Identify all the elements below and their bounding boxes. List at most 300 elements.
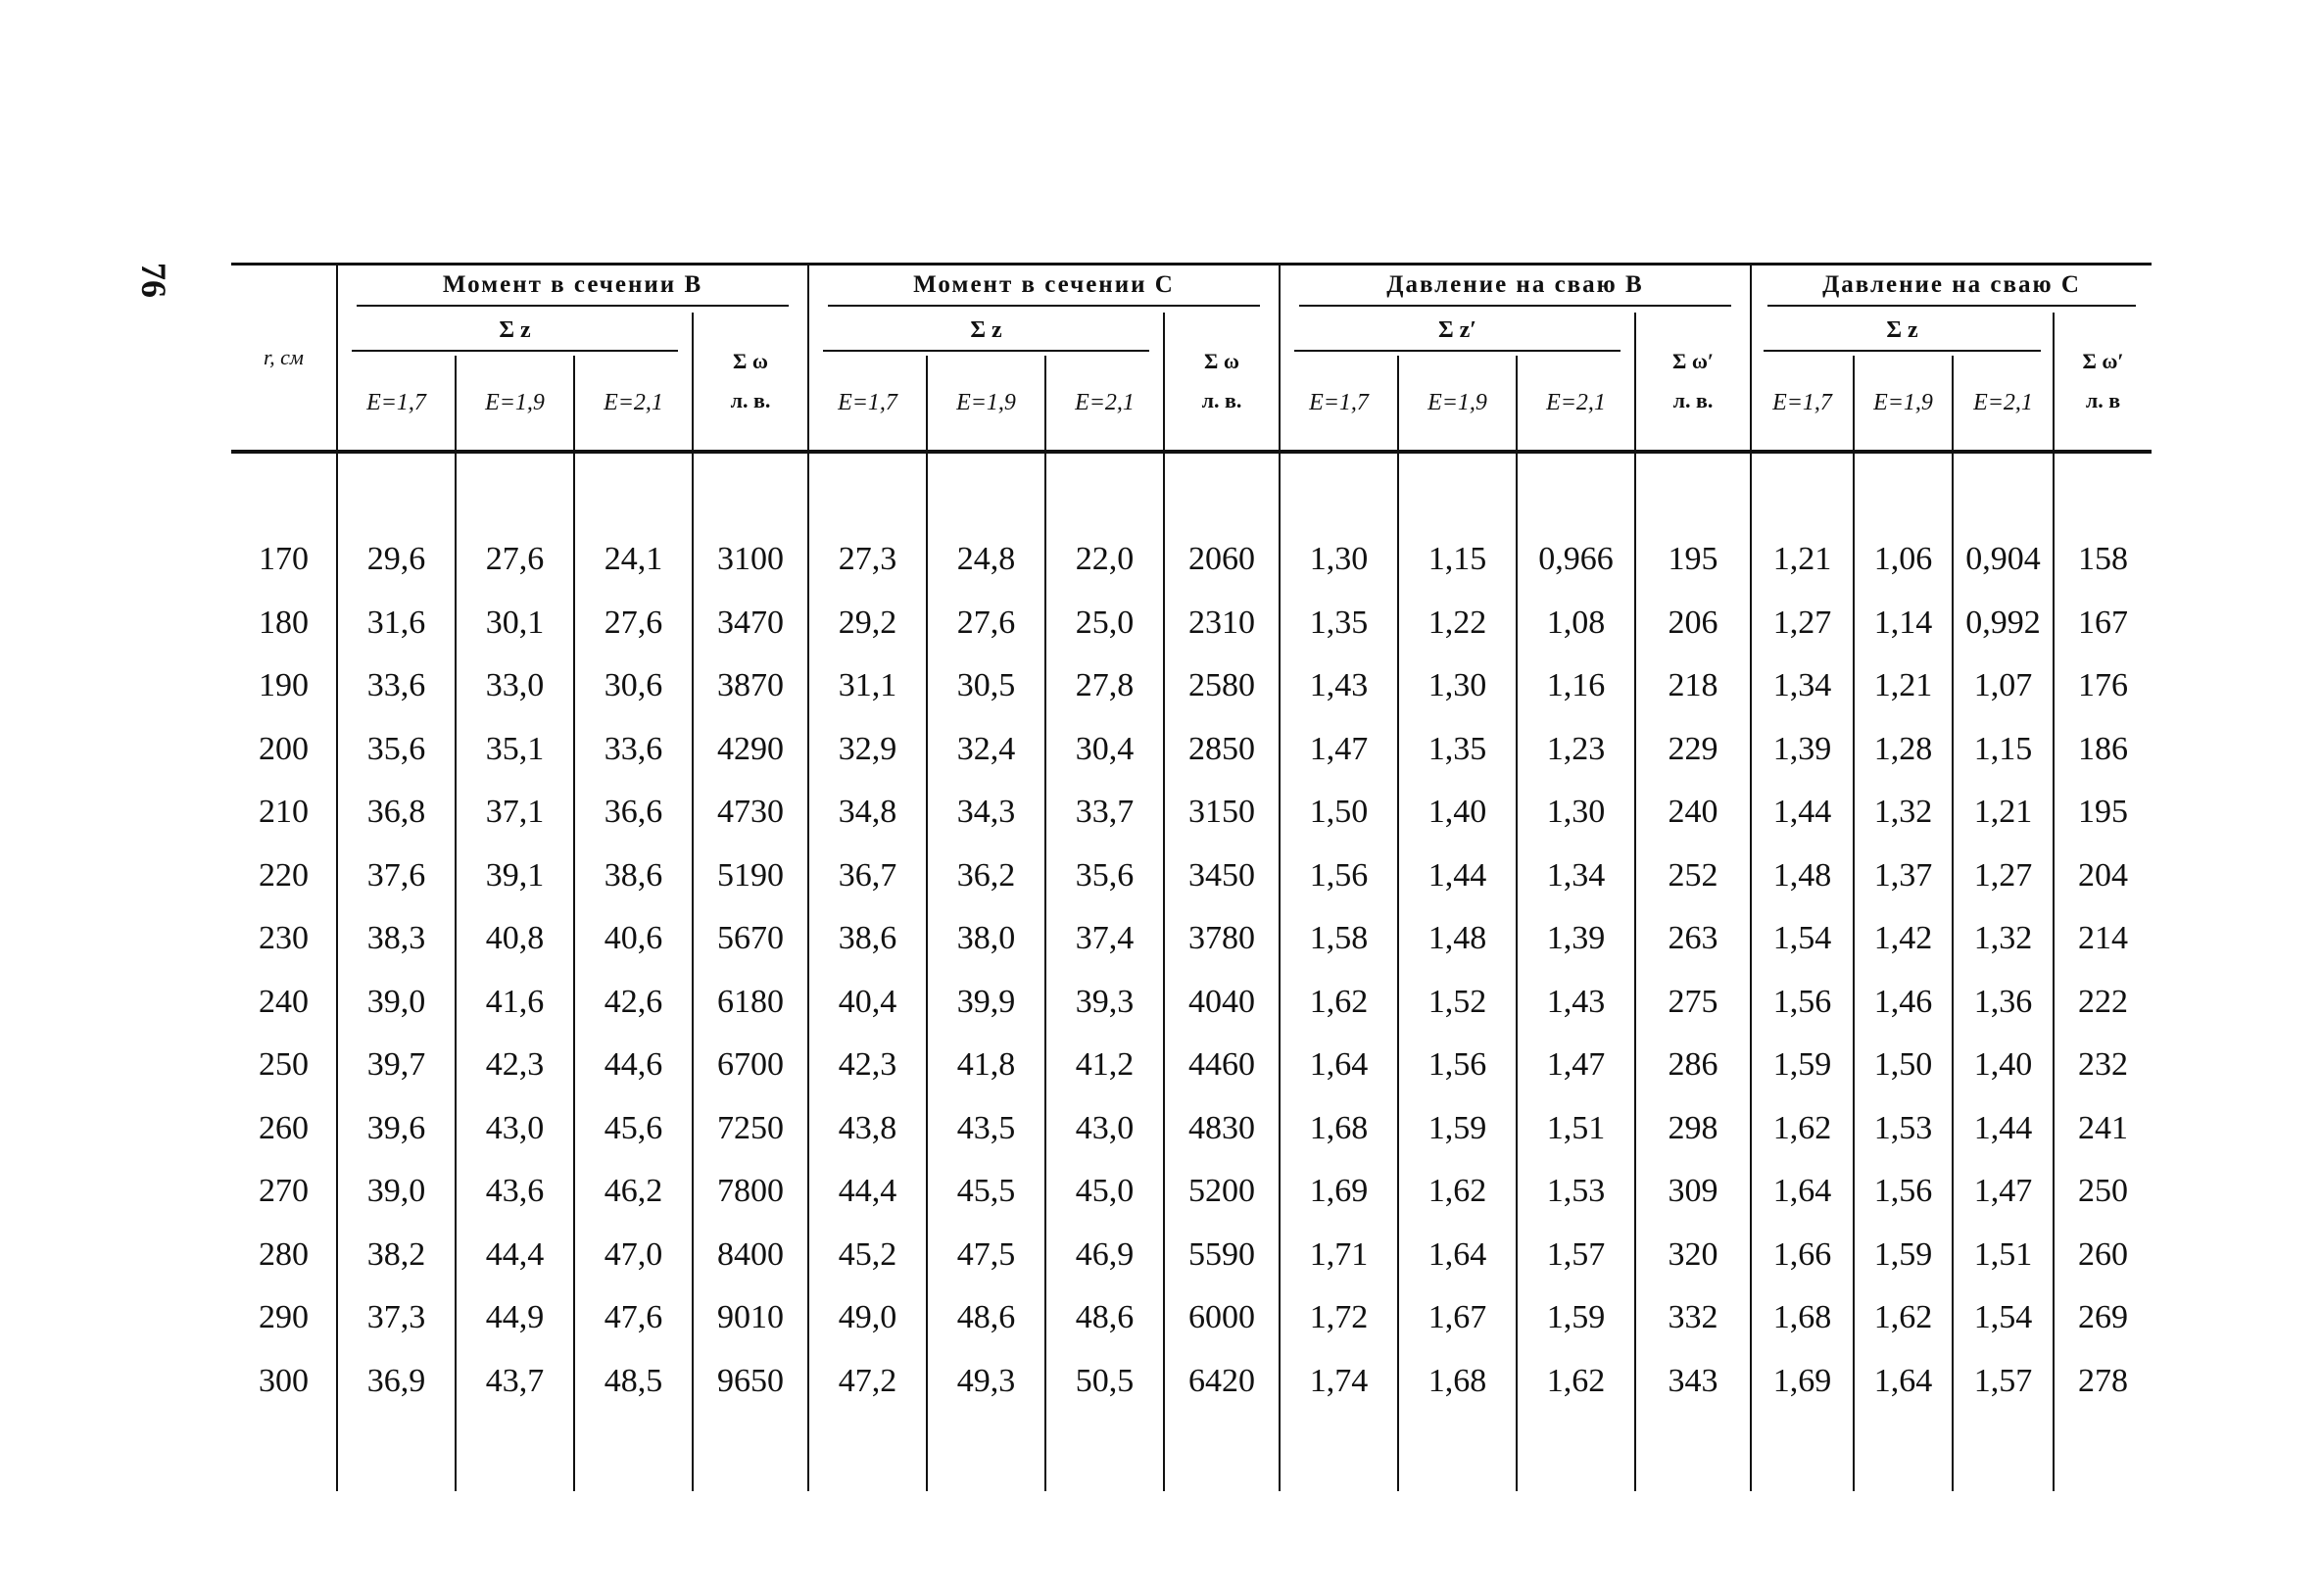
table-cell: 1,56	[1854, 1160, 1953, 1224]
table-cell: 195	[1635, 528, 1751, 592]
table-cell: 40,4	[808, 971, 927, 1035]
table-cell: 6700	[693, 1034, 808, 1097]
table-header	[231, 265, 2152, 453]
header-sub-label: Σ z	[352, 317, 677, 352]
table-cell: 3150	[1164, 781, 1280, 845]
table-cell: 1,71	[1280, 1224, 1398, 1287]
table-cell: 44,4	[456, 1224, 574, 1287]
table-cell: 1,69	[1751, 1350, 1854, 1414]
table-cell: 263	[1635, 907, 1751, 971]
table-cell: 43,6	[456, 1160, 574, 1224]
table-cell: 33,0	[456, 654, 574, 718]
table-body	[231, 452, 2152, 1491]
table-cell: 1,56	[1398, 1034, 1517, 1097]
table-cell: 27,6	[456, 528, 574, 592]
table-cell: 1,53	[1517, 1160, 1635, 1224]
header-e-label: E=1,7	[337, 356, 456, 452]
table-cell: 42,3	[808, 1034, 927, 1097]
table-cell: 1,35	[1280, 592, 1398, 655]
table-cell: 44,4	[808, 1160, 927, 1224]
table-cell: 1,62	[1517, 1350, 1635, 1414]
table-cell: 4040	[1164, 971, 1280, 1035]
table-cell: 37,6	[337, 845, 456, 908]
table-cell: 38,2	[337, 1224, 456, 1287]
empty-cell	[693, 452, 808, 528]
table-cell: 27,8	[1045, 654, 1164, 718]
table-cell: 42,6	[574, 971, 693, 1035]
empty-cell	[1164, 452, 1280, 528]
table-cell: 320	[1635, 1224, 1751, 1287]
table-cell: 35,6	[1045, 845, 1164, 908]
table-cell: 48,5	[574, 1350, 693, 1414]
table-cell: 38,6	[574, 845, 693, 908]
empty-cell	[808, 1413, 927, 1491]
table-cell: 1,32	[1953, 907, 2054, 971]
table-cell: 1,68	[1751, 1286, 1854, 1350]
table-cell: 1,56	[1751, 971, 1854, 1035]
empty-cell	[808, 452, 927, 528]
table-cell: 36,2	[927, 845, 1045, 908]
row-label-cell: 170	[259, 541, 309, 578]
table-cell: 9650	[693, 1350, 808, 1414]
table-cell: 45,0	[1045, 1160, 1164, 1224]
empty-cell	[231, 1413, 337, 1491]
row-label-cell: 220	[259, 856, 309, 894]
empty-cell	[1854, 1413, 1953, 1491]
empty-cell	[693, 1413, 808, 1491]
table-cell: 1,23	[1517, 718, 1635, 782]
table-cell: 45,5	[927, 1160, 1045, 1224]
table-cell: 39,6	[337, 1097, 456, 1161]
table-row	[231, 1224, 2152, 1287]
table-cell: 1,51	[1953, 1224, 2054, 1287]
table-row	[231, 654, 2152, 718]
empty-cell	[1751, 452, 1854, 528]
table-cell: 5190	[693, 845, 808, 908]
header-e-label: E=1,9	[456, 356, 574, 452]
table-cell: 2580	[1164, 654, 1280, 718]
table-cell: 0,904	[1953, 528, 2054, 592]
empty-cell	[1517, 1413, 1635, 1491]
empty-cell	[574, 452, 693, 528]
table-cell: 241	[2054, 1097, 2152, 1161]
table-cell: 1,46	[1854, 971, 1953, 1035]
table-cell: 1,59	[1751, 1034, 1854, 1097]
table-cell: 1,53	[1854, 1097, 1953, 1161]
table-cell: 43,5	[927, 1097, 1045, 1161]
table-cell: 1,64	[1280, 1034, 1398, 1097]
table-cell: 2060	[1164, 528, 1280, 592]
table-cell: 278	[2054, 1350, 2152, 1414]
table-cell: 6000	[1164, 1286, 1280, 1350]
table-cell: 36,8	[337, 781, 456, 845]
table-cell: 1,62	[1398, 1160, 1517, 1224]
tail-row	[231, 1413, 2152, 1491]
table-cell: 167	[2054, 592, 2152, 655]
table-cell: 2310	[1164, 592, 1280, 655]
table-cell: 34,3	[927, 781, 1045, 845]
table-cell: 275	[1635, 971, 1751, 1035]
empty-cell	[1854, 452, 1953, 528]
table-cell: 4290	[693, 718, 808, 782]
table-cell: 186	[2054, 718, 2152, 782]
header-sum-unit: л. в	[2085, 388, 2121, 412]
table-cell: 1,44	[1398, 845, 1517, 908]
table-cell: 38,6	[808, 907, 927, 971]
table-cell: 48,6	[927, 1286, 1045, 1350]
header-e-label: E=1,9	[1854, 356, 1953, 452]
header-sum-symbol: Σ ω	[733, 349, 768, 373]
row-label-cell: 290	[259, 1299, 309, 1336]
table-cell: 1,62	[1854, 1286, 1953, 1350]
table-cell: 46,9	[1045, 1224, 1164, 1287]
table-cell: 1,22	[1398, 592, 1517, 655]
table-cell: 24,1	[574, 528, 693, 592]
table-cell: 31,1	[808, 654, 927, 718]
table-cell: 1,68	[1280, 1097, 1398, 1161]
table-cell: 1,62	[1280, 971, 1398, 1035]
table-cell: 1,50	[1280, 781, 1398, 845]
empty-cell	[2054, 452, 2152, 528]
table-cell: 1,64	[1854, 1350, 1953, 1414]
table-cell: 1,44	[1751, 781, 1854, 845]
table-cell: 3100	[693, 528, 808, 592]
header-group-pressure-c	[1751, 265, 2152, 314]
table-cell: 44,6	[574, 1034, 693, 1097]
empty-cell	[927, 1413, 1045, 1491]
table-cell: 1,08	[1517, 592, 1635, 655]
table-row	[231, 781, 2152, 845]
header-group-moment-c	[808, 265, 1280, 314]
table-cell: 1,30	[1280, 528, 1398, 592]
data-table	[231, 263, 2152, 1491]
header-e-label: E=1,9	[927, 356, 1045, 452]
table-cell: 1,27	[1751, 592, 1854, 655]
table-cell: 1,64	[1398, 1224, 1517, 1287]
empty-cell	[1398, 452, 1517, 528]
table-cell: 3450	[1164, 845, 1280, 908]
empty-cell	[1045, 452, 1164, 528]
header-row-label: r, см	[264, 345, 304, 369]
table-cell: 38,3	[337, 907, 456, 971]
empty-cell	[337, 1413, 456, 1491]
table-cell: 43,7	[456, 1350, 574, 1414]
table-cell: 1,27	[1953, 845, 2054, 908]
header-group-title: Момент в сечении B	[357, 271, 789, 307]
table-cell: 7250	[693, 1097, 808, 1161]
header-sum-symbol: Σ ω′	[2082, 349, 2124, 373]
table-cell: 43,0	[456, 1097, 574, 1161]
empty-cell	[1751, 1413, 1854, 1491]
empty-cell	[1045, 1413, 1164, 1491]
table-cell: 5590	[1164, 1224, 1280, 1287]
table-row	[231, 1160, 2152, 1224]
table-cell: 39,1	[456, 845, 574, 908]
table-cell: 37,4	[1045, 907, 1164, 971]
empty-cell	[1635, 1413, 1751, 1491]
table-cell: 240	[1635, 781, 1751, 845]
table-cell: 1,68	[1398, 1350, 1517, 1414]
table-cell: 39,0	[337, 1160, 456, 1224]
table-cell: 43,0	[1045, 1097, 1164, 1161]
header-group-moment-b	[337, 265, 808, 314]
empty-cell	[574, 1413, 693, 1491]
table-cell: 30,5	[927, 654, 1045, 718]
table-cell: 1,51	[1517, 1097, 1635, 1161]
table-cell: 309	[1635, 1160, 1751, 1224]
table-cell: 286	[1635, 1034, 1751, 1097]
table-row	[231, 718, 2152, 782]
table-cell: 1,35	[1398, 718, 1517, 782]
table-cell: 43,8	[808, 1097, 927, 1161]
table-cell: 25,0	[1045, 592, 1164, 655]
table-cell: 22,0	[1045, 528, 1164, 592]
table-cell: 30,1	[456, 592, 574, 655]
empty-cell	[1517, 452, 1635, 528]
table-cell: 1,69	[1280, 1160, 1398, 1224]
table-cell: 8400	[693, 1224, 808, 1287]
table-cell: 4460	[1164, 1034, 1280, 1097]
empty-cell	[1398, 1413, 1517, 1491]
table-cell: 252	[1635, 845, 1751, 908]
table-cell: 1,16	[1517, 654, 1635, 718]
header-sub-sum-z	[808, 313, 1164, 356]
table-cell: 38,0	[927, 907, 1045, 971]
table-cell: 1,74	[1280, 1350, 1398, 1414]
header-sub-label: Σ z	[1764, 317, 2040, 352]
table-cell: 1,62	[1751, 1097, 1854, 1161]
table-cell: 1,50	[1854, 1034, 1953, 1097]
table-cell: 1,15	[1953, 718, 2054, 782]
page-number: 76	[134, 263, 173, 298]
header-sum-omega	[1635, 313, 1751, 452]
empty-cell	[456, 452, 574, 528]
row-label-cell: 240	[259, 983, 309, 1020]
table-cell: 1,54	[1751, 907, 1854, 971]
table-cell: 35,1	[456, 718, 574, 782]
table-cell: 27,6	[574, 592, 693, 655]
table-cell: 1,66	[1751, 1224, 1854, 1287]
table-cell: 1,21	[1751, 528, 1854, 592]
table-cell: 218	[1635, 654, 1751, 718]
table-cell: 24,8	[927, 528, 1045, 592]
table-cell: 32,9	[808, 718, 927, 782]
empty-cell	[2054, 1413, 2152, 1491]
table-cell: 1,59	[1398, 1097, 1517, 1161]
table-cell: 37,1	[456, 781, 574, 845]
table-cell: 1,58	[1280, 907, 1398, 971]
table-cell: 1,42	[1854, 907, 1953, 971]
table-cell: 33,6	[574, 718, 693, 782]
table-cell: 1,21	[1854, 654, 1953, 718]
table-cell: 7800	[693, 1160, 808, 1224]
header-e-label: E=2,1	[1045, 356, 1164, 452]
empty-cell	[1280, 452, 1398, 528]
row-label-cell: 280	[259, 1235, 309, 1273]
table-cell: 33,7	[1045, 781, 1164, 845]
header-sub-sum-z	[1280, 313, 1635, 356]
table-cell: 27,3	[808, 528, 927, 592]
header-sum-unit: л. в.	[730, 388, 771, 412]
header-sub-sum-z	[1751, 313, 2054, 356]
table-cell: 1,47	[1517, 1034, 1635, 1097]
header-sub-label: Σ z	[823, 317, 1148, 352]
table-cell: 1,44	[1953, 1097, 2054, 1161]
header-sum-unit: л. в.	[1201, 388, 1242, 412]
table-cell: 4830	[1164, 1097, 1280, 1161]
table-cell: 45,2	[808, 1224, 927, 1287]
empty-cell	[1953, 1413, 2054, 1491]
header-sum-symbol: Σ ω′	[1671, 349, 1715, 373]
row-label-cell: 200	[259, 730, 309, 767]
table-cell: 214	[2054, 907, 2152, 971]
table-cell: 39,9	[927, 971, 1045, 1035]
table-cell: 41,8	[927, 1034, 1045, 1097]
table-row	[231, 845, 2152, 908]
table-cell: 47,2	[808, 1350, 927, 1414]
table-row	[231, 592, 2152, 655]
header-group-title: Давление на сваю C	[1767, 271, 2135, 307]
table-cell: 36,7	[808, 845, 927, 908]
table-cell: 269	[2054, 1286, 2152, 1350]
table-cell: 1,57	[1517, 1224, 1635, 1287]
table-cell: 1,64	[1751, 1160, 1854, 1224]
spacer-row	[231, 452, 2152, 528]
table-cell: 1,43	[1280, 654, 1398, 718]
table-cell: 1,21	[1953, 781, 2054, 845]
table-cell: 332	[1635, 1286, 1751, 1350]
table-cell: 1,56	[1280, 845, 1398, 908]
table-row	[231, 528, 2152, 592]
table-cell: 33,6	[337, 654, 456, 718]
table-cell: 1,59	[1854, 1224, 1953, 1287]
header-e-label: E=1,7	[1280, 356, 1398, 452]
header-e-label: E=1,9	[1398, 356, 1517, 452]
row-label-cell: 230	[259, 920, 309, 957]
table-row	[231, 1350, 2152, 1414]
table-cell: 36,9	[337, 1350, 456, 1414]
row-label-cell: 270	[259, 1173, 309, 1210]
empty-cell	[927, 452, 1045, 528]
table-cell: 1,54	[1953, 1286, 2054, 1350]
table-cell: 204	[2054, 845, 2152, 908]
table-cell: 35,6	[337, 718, 456, 782]
header-sum-unit: л. в.	[1672, 388, 1714, 412]
table-cell: 1,67	[1398, 1286, 1517, 1350]
table-cell: 195	[2054, 781, 2152, 845]
header-e-label: E=2,1	[1953, 356, 2054, 452]
table-cell: 47,5	[927, 1224, 1045, 1287]
table-cell: 1,36	[1953, 971, 2054, 1035]
table-cell: 31,6	[337, 592, 456, 655]
table-cell: 32,4	[927, 718, 1045, 782]
empty-cell	[456, 1413, 574, 1491]
table-cell: 1,32	[1854, 781, 1953, 845]
header-e-label: E=2,1	[574, 356, 693, 452]
table-cell: 46,2	[574, 1160, 693, 1224]
header-e-label: E=2,1	[1517, 356, 1635, 452]
table-cell: 37,3	[337, 1286, 456, 1350]
table-cell: 1,47	[1953, 1160, 2054, 1224]
table-cell: 30,4	[1045, 718, 1164, 782]
table-cell: 40,8	[456, 907, 574, 971]
table-cell: 41,2	[1045, 1034, 1164, 1097]
table-cell: 47,0	[574, 1224, 693, 1287]
header-sub-sum-z	[337, 313, 693, 356]
table-cell: 2850	[1164, 718, 1280, 782]
table-cell: 39,3	[1045, 971, 1164, 1035]
table-cell: 3780	[1164, 907, 1280, 971]
table-cell: 36,6	[574, 781, 693, 845]
table-cell: 1,48	[1751, 845, 1854, 908]
table-cell: 49,0	[808, 1286, 927, 1350]
table-cell: 1,47	[1280, 718, 1398, 782]
table-cell: 29,6	[337, 528, 456, 592]
table-cell: 206	[1635, 592, 1751, 655]
table-cell: 1,57	[1953, 1350, 2054, 1414]
table-cell: 1,34	[1751, 654, 1854, 718]
table-cell: 222	[2054, 971, 2152, 1035]
table-cell: 232	[2054, 1034, 2152, 1097]
table-cell: 1,48	[1398, 907, 1517, 971]
table-cell: 1,06	[1854, 528, 1953, 592]
empty-cell	[1164, 1413, 1280, 1491]
header-sum-omega	[1164, 313, 1280, 452]
table-cell: 1,39	[1751, 718, 1854, 782]
table-cell: 47,6	[574, 1286, 693, 1350]
table-cell: 176	[2054, 654, 2152, 718]
table-cell: 0,992	[1953, 592, 2054, 655]
table-cell: 1,59	[1517, 1286, 1635, 1350]
table-cell: 1,28	[1854, 718, 1953, 782]
empty-cell	[231, 452, 337, 528]
header-group-title: Давление на сваю B	[1299, 271, 1731, 307]
header-sub-label: Σ z′	[1294, 317, 1620, 352]
empty-cell	[337, 452, 456, 528]
table-cell: 42,3	[456, 1034, 574, 1097]
table-cell: 29,2	[808, 592, 927, 655]
table-cell: 45,6	[574, 1097, 693, 1161]
table-cell: 1,40	[1953, 1034, 2054, 1097]
table-row	[231, 1097, 2152, 1161]
header-group-title: Момент в сечении C	[828, 271, 1260, 307]
table-cell: 229	[1635, 718, 1751, 782]
table-cell: 48,6	[1045, 1286, 1164, 1350]
table-cell: 1,40	[1398, 781, 1517, 845]
table-cell: 343	[1635, 1350, 1751, 1414]
table-cell: 1,39	[1517, 907, 1635, 971]
table-cell: 39,7	[337, 1034, 456, 1097]
table-cell: 6420	[1164, 1350, 1280, 1414]
row-label-cell: 210	[259, 794, 309, 831]
table-cell: 1,37	[1854, 845, 1953, 908]
table-cell: 1,30	[1398, 654, 1517, 718]
row-label-cell: 180	[259, 604, 309, 641]
table-cell: 41,6	[456, 971, 574, 1035]
row-label-cell: 250	[259, 1046, 309, 1084]
table-row	[231, 971, 2152, 1035]
table-cell: 5670	[693, 907, 808, 971]
table-row	[231, 907, 2152, 971]
header-e-label: E=1,7	[1751, 356, 1854, 452]
table-cell: 1,52	[1398, 971, 1517, 1035]
table-cell: 1,34	[1517, 845, 1635, 908]
header-sum-symbol: Σ ω	[1204, 349, 1239, 373]
table-cell: 1,43	[1517, 971, 1635, 1035]
empty-cell	[1635, 452, 1751, 528]
row-label-cell: 190	[259, 667, 309, 704]
table-cell: 44,9	[456, 1286, 574, 1350]
